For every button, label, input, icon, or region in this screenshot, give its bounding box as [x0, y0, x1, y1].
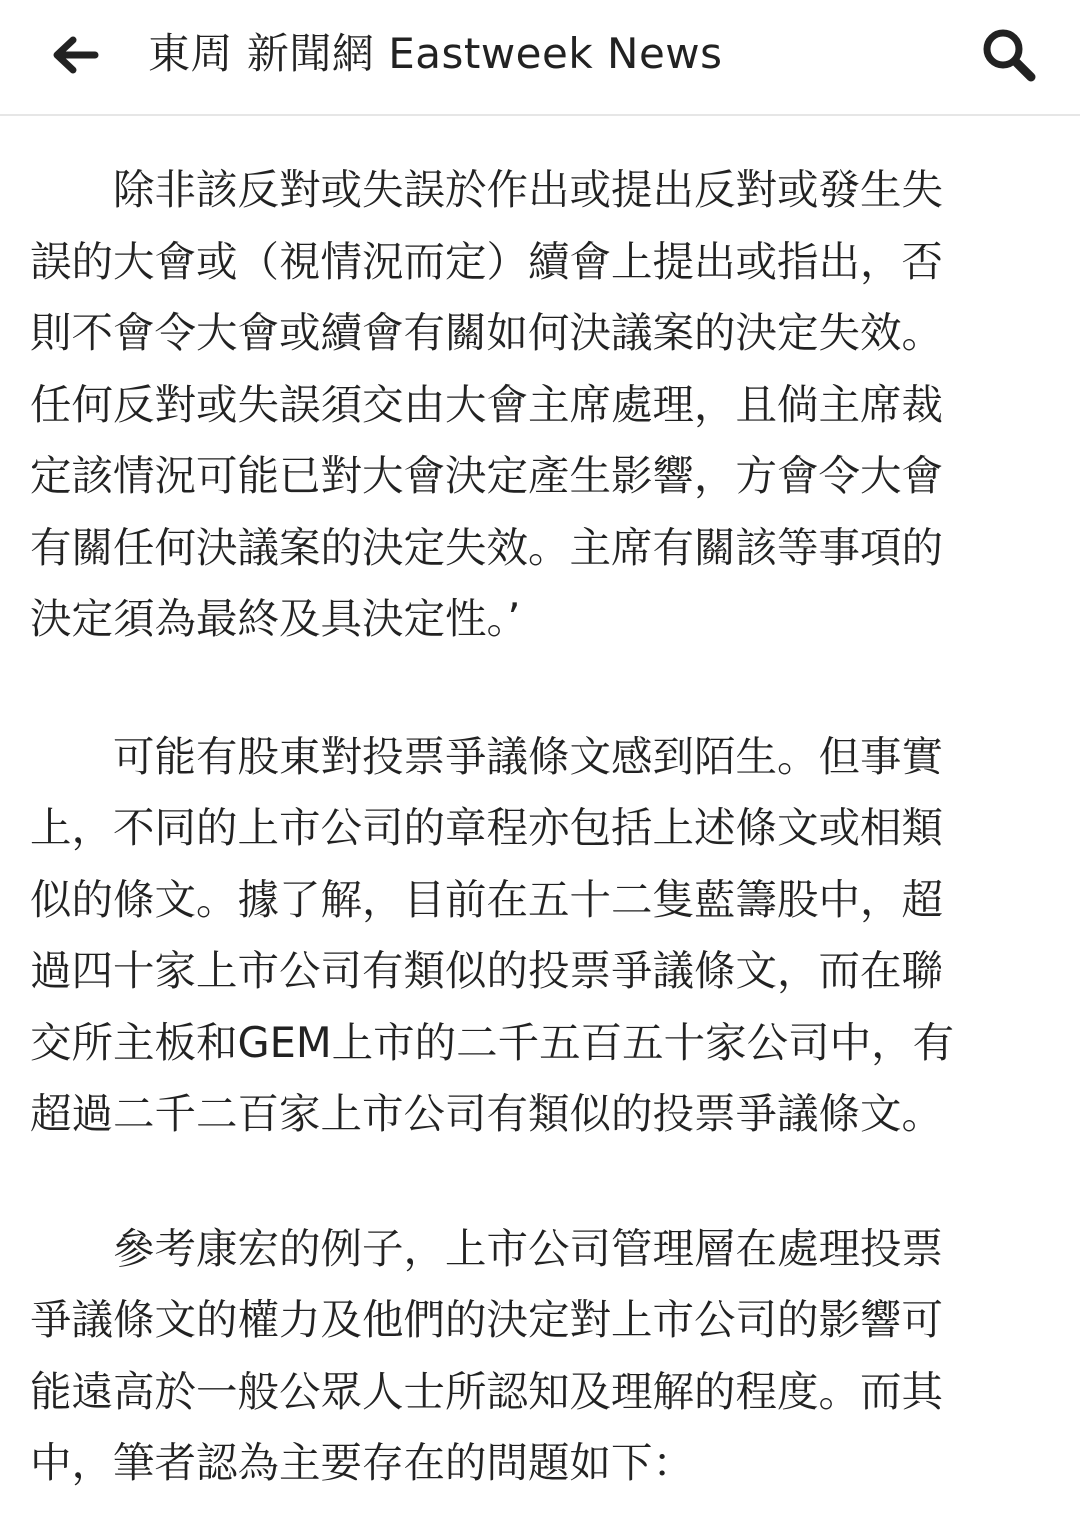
text-line: 中，筆者認為主要存在的問題如下： [30, 1438, 695, 1487]
text-line: 可能有股東對投票爭議條文感到陌生。但事實 [30, 731, 944, 781]
text-line: 似的條文。據了解，目前在五十二隻藍籌股中，超 [30, 874, 944, 924]
article-paragraph [30, 1213, 1010, 1499]
text-line: 過四十家上市公司有類似的投票爭議條文，而在聯 [30, 946, 944, 995]
arrow-left-icon [51, 35, 99, 75]
text-line: 誤的大會或（視情況而定）續會上提出或指出，否 [30, 236, 944, 286]
text-line: 交所主板和GEM上市的二千五百五十家公司中，有 [30, 1017, 955, 1067]
text-line: 參考康宏的例子，上市公司管理層在處理投票 [30, 1223, 944, 1273]
app-title: 東周 新聞網 Eastweek News [148, 29, 723, 78]
text-line: 能遠高於一般公眾人士所認知及理解的程度。而其 [30, 1366, 944, 1416]
article-paragraph [30, 154, 1010, 655]
back-button[interactable] [40, 20, 110, 90]
article-body [30, 154, 1010, 1499]
text-line: 超過二千二百家上市公司有類似的投票爭議條文。 [30, 1089, 944, 1138]
text-line: 上，不同的上市公司的章程亦包括上述條文或相類 [30, 803, 944, 852]
app-header [0, 0, 1080, 116]
text-line: 則不會令大會或續會有關如何決議案的決定失效。 [30, 308, 944, 357]
search-button[interactable] [972, 18, 1046, 92]
text-line: 決定須為最終及具決定性。’ [30, 594, 521, 643]
text-line: 有關任何決議案的決定失效。主席有關該等事項的 [30, 522, 944, 572]
text-line: 任何反對或失誤須交由大會主席處理，且倘主席裁 [30, 379, 944, 429]
text-line: 除非該反對或失誤於作出或提出反對或發生失 [30, 165, 944, 214]
text-line: 定該情況可能已對大會決定產生影響，方會令大會 [30, 451, 944, 500]
search-icon [979, 25, 1039, 85]
article-paragraph [30, 721, 1010, 1150]
text-line: 爭議條文的權力及他們的決定對上市公司的影響可 [30, 1295, 944, 1344]
